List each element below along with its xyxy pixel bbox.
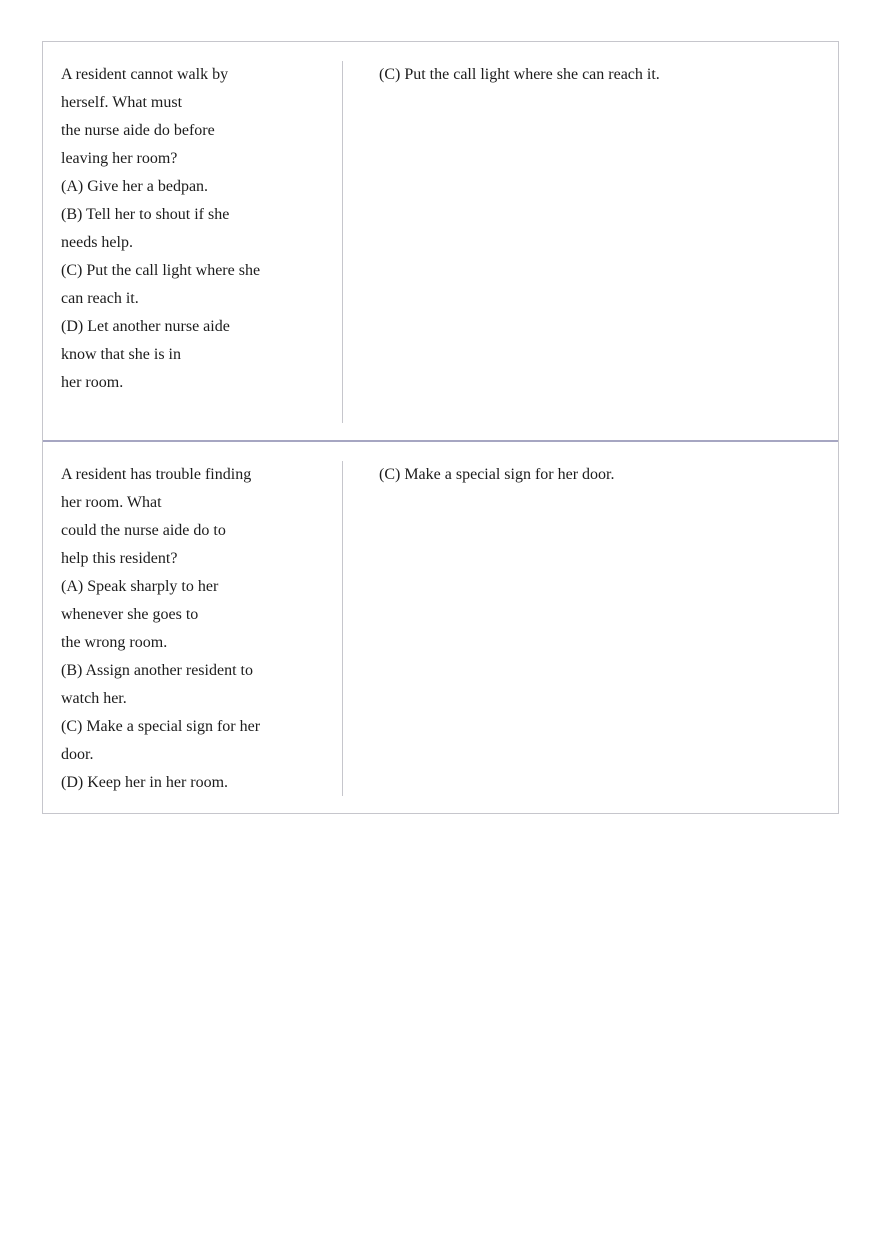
option-c-cont: can reach it. (61, 290, 139, 307)
option-a-cont: whenever she goes to (61, 606, 199, 623)
question-line: A resident cannot walk by (61, 66, 229, 83)
answer-cell (379, 461, 818, 489)
question-line: help this resident? (61, 550, 178, 567)
answer-text: (C) Put the call light where she can reach it. (379, 66, 660, 83)
question-line: herself. What must (61, 94, 183, 111)
question-cell (61, 461, 343, 796)
flashcard-1 (43, 42, 838, 440)
option-c-cont: door. (61, 746, 94, 763)
answer-cell (379, 61, 818, 89)
option-b: (B) Tell her to shout if she (61, 206, 230, 223)
option-d: (D) Let another nurse aide (61, 318, 230, 335)
answer-text: (C) Make a special sign for her door. (379, 466, 615, 483)
question-line: could the nurse aide do to (61, 522, 226, 539)
option-a: (A) Speak sharply to her (61, 578, 219, 595)
question-line: the nurse aide do before (61, 122, 215, 139)
question-cell (61, 61, 343, 423)
question-line: her room. What (61, 494, 162, 511)
option-c: (C) Put the call light where she (61, 262, 261, 279)
option-c: (C) Make a special sign for her (61, 718, 261, 735)
option-b: (B) Assign another resident to (61, 662, 253, 679)
flashcard-table (42, 41, 839, 814)
option-a-cont: the wrong room. (61, 634, 168, 651)
question-line: leaving her room? (61, 150, 178, 167)
option-b-cont: watch her. (61, 690, 127, 707)
option-d-cont: know that she is in (61, 346, 181, 363)
option-d: (D) Keep her in her room. (61, 774, 229, 791)
option-a: (A) Give her a bedpan. (61, 178, 209, 195)
option-d-cont: her room. (61, 374, 124, 391)
question-line: A resident has trouble finding (61, 466, 252, 483)
flashcard-2 (43, 440, 838, 813)
option-b-cont: needs help. (61, 234, 133, 251)
